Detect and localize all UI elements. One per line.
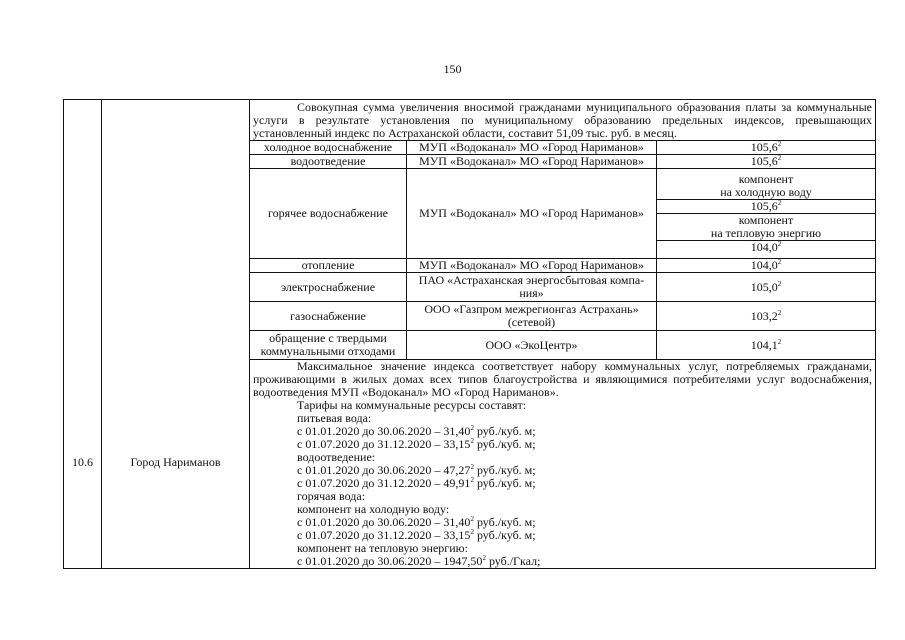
service-name: электроснабжение: [250, 273, 407, 302]
index-value: 104,1$^2$: [657, 331, 876, 360]
component-index: 105,6$^2$: [750, 199, 782, 213]
hot-water-components: [657, 169, 876, 259]
supplier-name: МУП «Водоканал» МО «Город Нариманов»: [407, 259, 657, 273]
supplier-name: МУП «Водоканал» МО «Город Нариманов»: [407, 141, 657, 155]
tariff-line: с 01.07.2020 до 31.12.2020 – 33,15$^2$ руб./куб. м;: [297, 528, 536, 542]
tariff-group-label: компонент на тепловую энергию:: [297, 541, 468, 555]
tariff-group-label: питьевая вода:: [297, 411, 372, 425]
index-value: 104,0$^2$: [657, 259, 876, 273]
tariff-group-label: горячая вода:: [297, 489, 366, 503]
index-value: 103,2$^2$: [657, 302, 876, 331]
index-value: 105,6$^2$: [657, 141, 876, 155]
tariff-line: с 01.01.2020 до 30.06.2020 – 31,40$^2$ руб./куб. м;: [297, 424, 536, 438]
service-name: холодное водоснабжение: [250, 141, 407, 155]
supplier-name: ПАО «Астраханская энергосбытовая компа- ния»: [407, 273, 657, 302]
supplier-name: МУП «Водоканал» МО «Город Нариманов»: [407, 169, 657, 259]
tariff-line: с 01.07.2020 до 31.12.2020 – 49,91$^2$ руб./куб. м;: [297, 476, 536, 490]
component-label: компонент: [738, 172, 794, 186]
service-name: отопление: [250, 259, 407, 273]
component-label: на тепловую энергию: [710, 226, 822, 240]
supplier-name: МУП «Водоканал» МО «Город Нариманов»: [407, 155, 657, 169]
service-name: водоотведение: [250, 155, 407, 169]
service-name: обращение с твердыми коммунальными отходами: [250, 331, 407, 360]
tariff-group-label: водоотведение:: [297, 450, 376, 464]
municipality-cell: [102, 100, 250, 569]
supplier-name: ООО «Газпром межрегионгаз Астрахань» (сетевой): [407, 302, 657, 331]
service-name: горячее водоснабжение: [250, 169, 407, 259]
supplier-name: ООО «ЭкоЦентр»: [407, 331, 657, 360]
tariff-line: с 01.07.2020 до 31.12.2020 – 33,15$^2$ руб./куб. м;: [297, 437, 536, 451]
indices-table: [63, 99, 876, 569]
row-number-cell: [64, 100, 102, 569]
component-label: компонент: [738, 213, 794, 227]
index-value: 105,6$^2$: [657, 155, 876, 169]
tariff-group-label: компонент на холодную воду:: [297, 502, 450, 516]
summary-text: Совокупная сумма увеличения вносимой гражданами муниципального образования платы за коммунальные услуги в результате установления по муниципальному образованию предельных индексов, превышающих установленный индекс по Астраханской области, составит 51,09 тыс. руб. в месяц.: [253, 99, 872, 140]
tariff-line: с 01.01.2020 до 30.06.2020 – 31,40$^2$ руб./куб. м;: [297, 515, 536, 529]
summary-row: [64, 100, 876, 141]
service-name: газоснабжение: [250, 302, 407, 331]
tariffs-cell: [250, 360, 876, 569]
municipality-name: Город Нариманов: [130, 455, 221, 469]
component-index: 104,0$^2$: [750, 240, 782, 254]
index-value: 105,0$^2$: [657, 273, 876, 302]
tariff-line: с 01.01.2020 до 30.06.2020 – 47,27$^2$ руб./куб. м;: [297, 463, 536, 477]
max-index-text: Максимальное значение индекса соответствует набору коммунальных услуг, потребляемых гражданами, проживающими в жилых домах всех типов благоустройства и являющимися потребителями услуг водоснабжения, водоотведения МУП «Водоканал» МО «Город Нариманов».: [253, 359, 872, 399]
tariff-line: с 01.01.2020 до 30.06.2020 – 1947,50$^2$ руб./Гкал;: [297, 554, 541, 568]
page-number: 150: [443, 62, 462, 76]
component-label: на холодную воду: [720, 185, 812, 199]
tariffs-heading: Тарифы на коммунальные ресурсы составят:: [297, 398, 527, 412]
row-number: 10.6: [72, 455, 93, 469]
summary-cell: [250, 100, 876, 141]
